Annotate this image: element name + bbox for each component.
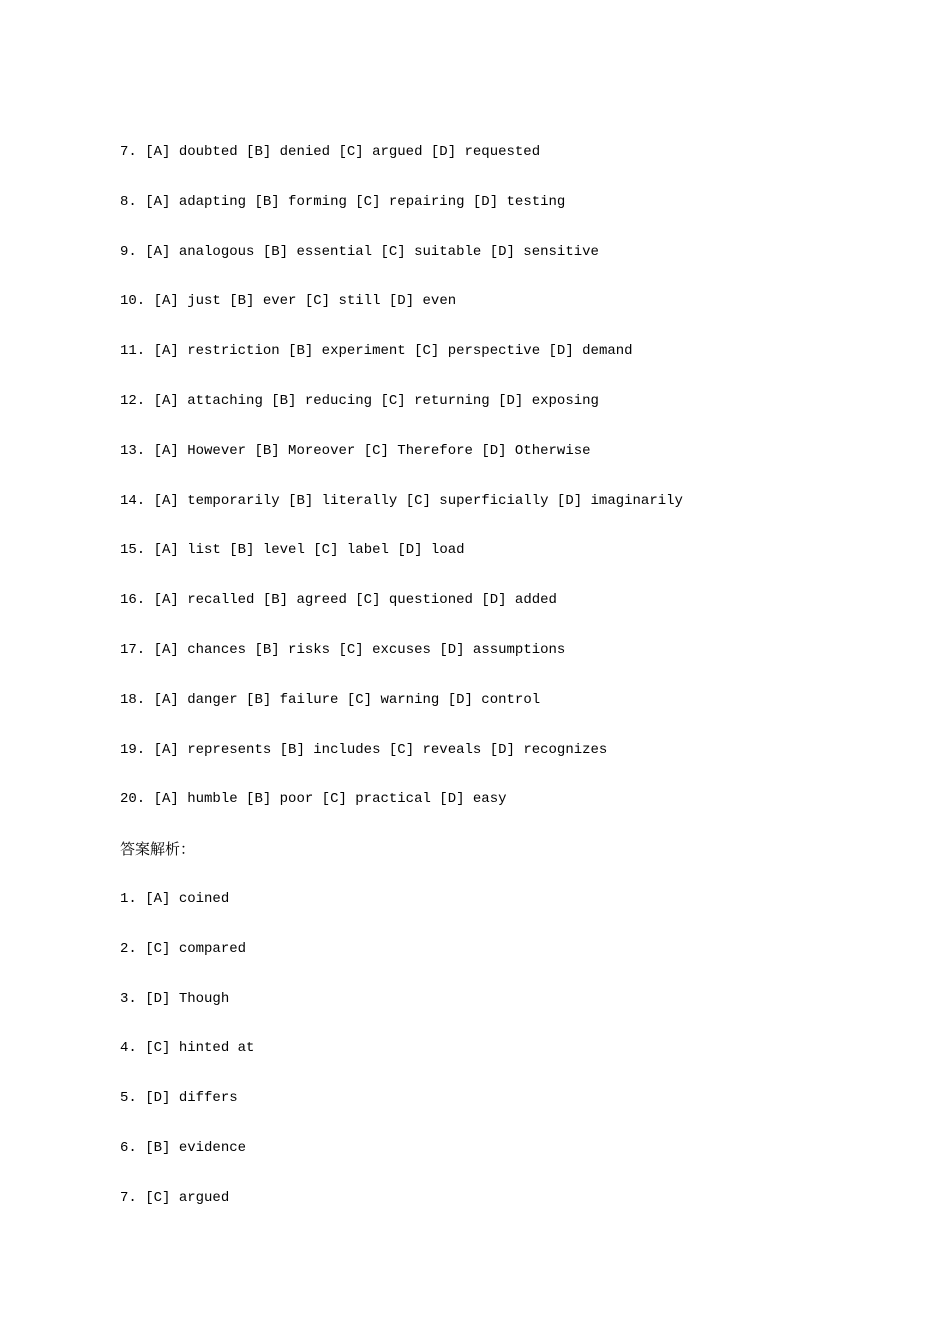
answer-choice: [C] compared [145, 940, 247, 957]
option-a: [A] list [153, 542, 221, 559]
question-number: 11. [120, 343, 146, 360]
option-a: [A] just [153, 293, 221, 310]
option-b: [B] level [229, 542, 305, 559]
question-number: 9. [120, 243, 137, 260]
question-number: 12. [120, 392, 146, 409]
answer-choice: [D] Though [145, 990, 230, 1007]
answer-line [120, 1124, 920, 1174]
option-a: [A] danger [153, 691, 238, 708]
answer-choice: [D] differs [145, 1090, 238, 1107]
option-d: [D] Otherwise [481, 442, 591, 459]
option-a: [A] humble [153, 791, 238, 808]
question-line [120, 377, 920, 427]
option-d: [D] sensitive [489, 243, 599, 260]
option-c: [C] argued [338, 144, 423, 160]
option-c: [C] repairing [355, 193, 465, 210]
option-b: [B] risks [254, 641, 331, 658]
answer-line [120, 1074, 920, 1124]
option-a: [A] temporarily [153, 492, 280, 509]
question-number: 7. [120, 144, 137, 160]
question-number: 13. [120, 442, 146, 459]
question-number: 15. [120, 542, 146, 559]
option-c: [C] practical [321, 791, 431, 808]
option-d: [D] easy [439, 791, 507, 808]
option-b: [B] includes [279, 741, 381, 758]
option-b: [B] literally [288, 492, 398, 509]
question-line [120, 477, 920, 527]
option-b: [B] Moreover [254, 442, 356, 459]
question-line [120, 726, 920, 776]
question-line [120, 526, 920, 576]
answer-heading: 答案解析： [120, 840, 196, 859]
option-c: [C] still [304, 293, 381, 310]
option-a: [A] represents [153, 741, 272, 758]
answer-line [120, 1024, 920, 1074]
answer-number: 7. [120, 1189, 137, 1206]
answer-line [120, 875, 920, 925]
answer-number: 5. [120, 1090, 137, 1107]
option-b: [B] agreed [262, 592, 347, 609]
answer-line [120, 925, 920, 975]
question-line [120, 178, 920, 228]
answer-choice: [C] argued [145, 1189, 230, 1206]
option-a: [A] attaching [153, 392, 263, 409]
question-line [120, 775, 920, 825]
question-line [120, 626, 920, 676]
answer-number: 1. [120, 890, 137, 907]
answer-line [120, 1174, 920, 1224]
option-d: [D] control [447, 691, 541, 708]
option-c: [C] excuses [338, 641, 431, 658]
answer-choice: [C] hinted at [145, 1040, 255, 1057]
answer-number: 3. [120, 990, 137, 1007]
answer-choice: [B] evidence [145, 1139, 247, 1156]
option-a: [A] recalled [153, 592, 255, 609]
question-number: 18. [120, 691, 146, 708]
question-line [120, 676, 920, 726]
answer-number: 6. [120, 1139, 137, 1156]
option-c: [C] superficially [405, 492, 549, 509]
option-a: [A] doubted [145, 144, 238, 160]
option-d: [D] load [397, 542, 465, 559]
question-line [120, 128, 920, 178]
question-line [120, 228, 920, 278]
option-c: [C] returning [380, 392, 490, 409]
option-b: [B] failure [246, 691, 339, 708]
option-c: [C] questioned [355, 592, 473, 609]
question-number: 16. [120, 592, 146, 609]
option-d: [D] assumptions [439, 641, 566, 658]
option-a: [A] analogous [145, 243, 255, 260]
answer-number: 2. [120, 940, 137, 957]
question-number: 20. [120, 791, 146, 808]
option-b: [B] reducing [271, 392, 373, 409]
option-a: [A] restriction [153, 343, 280, 360]
option-b: [B] forming [254, 193, 347, 210]
answer-line [120, 975, 920, 1025]
option-d: [D] added [481, 592, 557, 609]
answer-choice: [A] coined [145, 890, 230, 907]
question-number: 19. [120, 741, 146, 758]
option-b: [B] poor [246, 791, 314, 808]
option-d: [D] requested [430, 144, 541, 160]
option-d: [D] imaginarily [556, 492, 683, 509]
question-number: 14. [120, 492, 146, 509]
option-c: [C] label [313, 542, 389, 559]
option-c: [C] suitable [380, 243, 482, 260]
question-line [120, 427, 920, 477]
option-d: [D] recognizes [489, 741, 608, 758]
question-number: 10. [120, 293, 146, 310]
option-c: [C] reveals [388, 741, 482, 758]
question-number: 17. [120, 641, 146, 658]
option-d: [D] demand [548, 343, 633, 360]
option-c: [C] perspective [414, 343, 541, 360]
question-line [120, 576, 920, 626]
option-d: [D] exposing [498, 392, 599, 409]
question-line [120, 327, 920, 377]
option-c: [C] Therefore [363, 442, 473, 459]
question-line [120, 277, 920, 327]
option-d: [D] testing [472, 193, 566, 210]
document-page [120, 128, 920, 1224]
option-b: [B] experiment [288, 343, 406, 360]
option-d: [D] even [388, 293, 457, 310]
option-a: [A] However [153, 442, 247, 459]
option-a: [A] chances [153, 641, 247, 658]
option-b: [B] essential [262, 243, 373, 260]
option-b: [B] ever [229, 293, 297, 310]
option-b: [B] denied [246, 144, 331, 160]
option-a: [A] adapting [145, 193, 247, 210]
answer-number: 4. [120, 1040, 137, 1057]
option-c: [C] warning [346, 691, 440, 708]
question-number: 8. [120, 193, 137, 210]
